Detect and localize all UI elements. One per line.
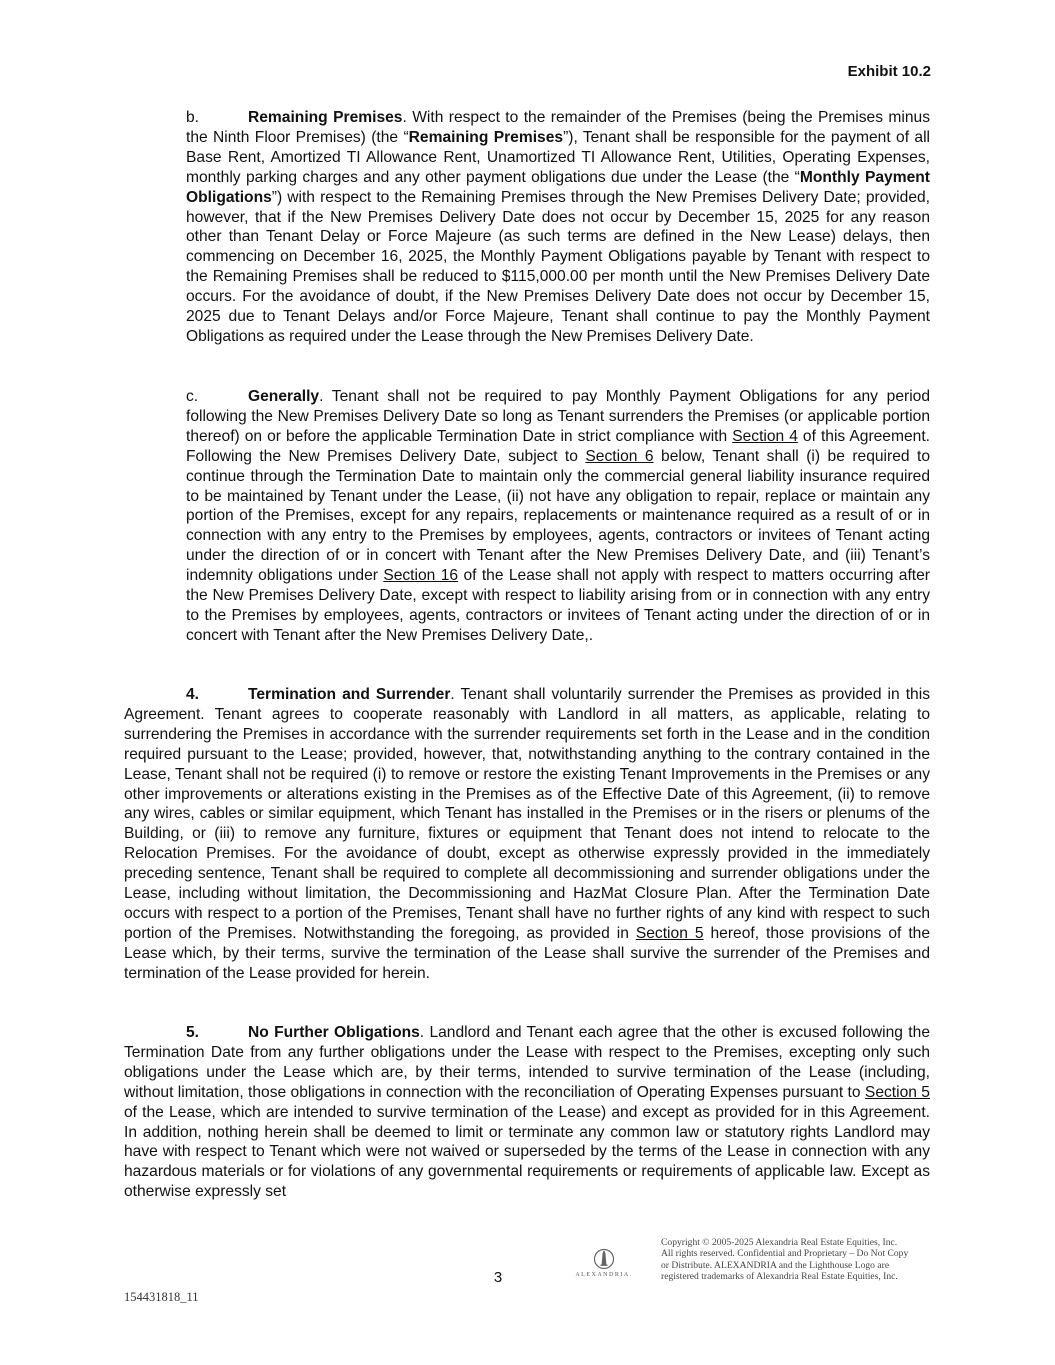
lighthouse-icon [593,1248,615,1270]
copyright-line: All rights reserved. Confidential and Proprietary – Do Not Copy [661,1248,909,1260]
section-text: hereof, those provisions of the Lease which, by their terms, survive the termination of the Lease shall survive the surrender of the Premises and termination of the Lease provided for herein. [124,924,930,982]
defined-term: Remaining Premises [408,128,564,146]
section-number: 5. [186,1024,200,1041]
copyright-line: Copyright © 2005-2025 Alexandria Real Estate Equities, Inc. [661,1237,898,1248]
paragraph-text: . With respect to the remainder of the Premises (being the Premises minus the Ninth Floor Premises) (the “ [186,109,930,146]
exhibit-label: Exhibit 10.2 [847,63,931,80]
paragraph-label: c. [186,388,199,405]
page-number: 3 [493,1269,503,1286]
section-text: . Tenant shall voluntarily surrender the Premises as provided in this Agreement. Tenant agrees to cooperate reasonably with Landlord in all matters, as applicable, relating to surrendering the Premises in accordance with the surrender requirements set forth in the Lease and in the condition required pursuant to the Lease; provided, however, that, notwithstanding anything to the contrary contained in the Lease, Tenant shall not be required (i) to remove or restore the existing Tenant Improvements in the Premises or any other improvements or alterations existing in the Premises as of the Effective Date of this Agreement, (ii) to remove any wires, cables or similar equipment, which Tenant has installed in the Premises or in the risers or plenums of the Building, or (iii) to remove any furniture, fixtures or equipment that Tenant does not intend to relocate to the Relocation Premises. For the avoidance of doubt, except as otherwise expressly provided in the immediately preceding sentence, Tenant shall be required to complete all decommissioning and surrender obligations under the Lease, including without limitation, the Decommissioning and HazMat Closure Plan. After the Termination Date occurs with respect to a portion of the Premises, Tenant shall have no further rights of any kind with respect to such portion of the Premises. Notwithstanding the foregoing, as provided in [124,686,930,942]
section-5 [124,1023,930,1202]
logo-text: ALEXANDRIA. [575,1272,633,1278]
section-4 [124,685,930,984]
copyright-line: registered trademarks of Alexandria Real Estate Equities, Inc. [661,1271,898,1283]
alexandria-logo [566,1248,642,1278]
paragraph-text: . Tenant shall not be required to pay Monthly Payment Obligations for any period following the New Premises Delivery Date so long as Tenant surrenders the Premises (or applicable portion thereof) on or before the applicable Termination Date in strict compliance with [186,388,930,445]
paragraph-text: of this Agreement. Following the New Premises Delivery Date, subject to [186,427,930,465]
section-text: . Landlord and Tenant each agree that the other is excused following the Termination Date from any further obligations under the Lease with respect to the Premises, excepting only such obligations under the Lease which are, by their terms, intended to survive termination of the Lease (including, without limitation, those obligations in connection with the reconciliation of Operating Expenses pursuant to [124,1024,930,1101]
paragraph-text: of the Lease shall not apply with respect to matters occurring after the New Premises Delivery Date, except with respect to liability arising from or in connection with any entry to the Premises by employees, agents, contractors or invitees of Tenant acting under the direction of or in concert with Tenant after the New Premises Delivery Date,. [186,567,930,644]
section-heading: Termination and Surrender [248,686,451,703]
defined-term: Monthly Payment Obligations [186,168,930,206]
document-id: 154431818_11 [124,1290,199,1304]
section-reference: Section 5 [635,924,704,942]
paragraph-b [186,108,930,347]
paragraph-text: below, Tenant shall (i) be required to continue through the Termination Date to maintain only the commercial general liability insurance required to be maintained by Tenant under the Lease, (ii) not have any obligation to repair, replace or maintain any portion of the Premises, except for any repairs, replacements or maintenance required as a result of or in connection with any entry to the Premises by employees, agents, contractors or invitees of Tenant acting under the direction of or in concert with Tenant after the New Premises Delivery Date, and (iii) Tenant’s indemnity obligations under [186,447,930,585]
section-reference: Section 16 [383,567,459,585]
paragraph-text: ”) with respect to the Remaining Premises through the New Premises Delivery Date; provided, however, that if the New Premises Delivery Date does not occur by December 15, 2025 for any reason other than Tenant Delay or Force Majeure (as such terms are defined in the New Lease) delays, then commencing on December 16, 2025, the Monthly Payment Obligations payable by Tenant with respect to the Remaining Premises shall be reduced to $115,000.00 per month until the New Premises Delivery Date occurs. For the avoidance of doubt, if the New Premises Delivery Date does not occur by December 15, 2025 due to Tenant Delays and/or Force Majeure, Tenant shall continue to pay the Monthly Payment Obligations as required under the Lease through the New Premises Delivery Date. [186,188,930,345]
section-reference: Section 4 [732,427,798,445]
section-reference: Section 5 [864,1083,930,1101]
section-number: 4. [186,686,200,703]
paragraph-heading: Generally [248,388,320,405]
section-heading: No Further Obligations [248,1024,420,1041]
copyright-line: or Distribute. ALEXANDRIA and the Lighthouse Logo are [661,1259,890,1271]
copyright-notice [661,1237,941,1283]
paragraph-c [186,387,930,646]
paragraph-text: ”), Tenant shall be responsible for the payment of all Base Rent, Amortized TI Allowance Rent, Unamortized TI Allowance Rent, Utilities, Operating Expenses, monthly parking charges and any other payment obligations due under the Lease (the “ [186,128,930,186]
paragraph-label: b. [186,109,200,126]
section-text: of the Lease, which are intended to survive termination of the Lease) and except as provided for in this Agreement. In addition, nothing herein shall be deemed to limit or terminate any common law or statutory rights Landlord may have with respect to Tenant which were not waived or superseded by the terms of the Lease in connection with any hazardous materials or for violations of any governmental requirements or requirements of applicable law. Except as otherwise expressly set [124,1103,930,1201]
paragraph-heading: Remaining Premises [248,109,403,126]
section-reference: Section 6 [585,447,654,465]
